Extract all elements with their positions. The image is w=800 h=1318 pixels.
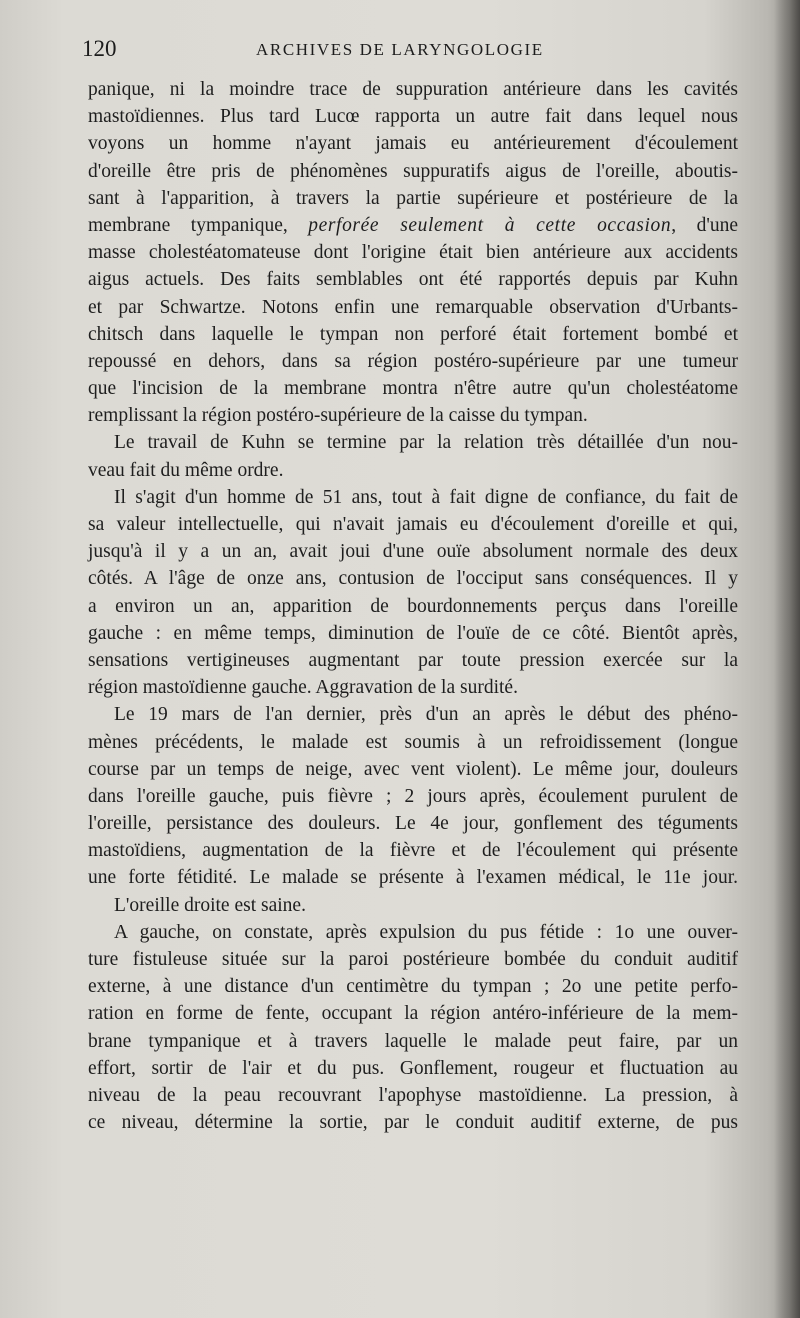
text-line <box>88 212 738 239</box>
text-line: d'oreille être pris de phénomènes suppuratifs aigus de l'oreille, aboutis- <box>88 160 738 182</box>
text-line: ration en forme de fente, occupant la région antéro-inférieure de la mem- <box>88 1003 738 1025</box>
text-line: Le 19 mars de l'an dernier, près d'un an après le début des phéno- <box>114 704 738 726</box>
book-gutter-shadow <box>774 0 800 1318</box>
text-line: région mastoïdienne gauche. Aggravation de la surdité. <box>88 677 518 699</box>
text-line: jusqu'à il y a un an, avait joui d'une ouïe absolument normale des deux <box>88 541 738 563</box>
text-line: sa valeur intellectuelle, qui n'avait jamais eu d'écoulement d'oreille et qui, <box>88 514 738 535</box>
text-line: remplissant la région postéro-supérieure de la caisse du tympan. <box>88 405 588 427</box>
italic-phrase: perforée seulement à cette occasion <box>308 214 672 236</box>
text-line: une forte fétidité. Le malade se présente à l'examen médical, le 11e jour. <box>88 867 738 889</box>
text-line: masse cholestéatomateuse dont l'origine était bien antérieure aux accidents <box>88 242 738 264</box>
text-line: et par Schwartze. Notons enfin une remarquable observation d'Urbants- <box>88 296 738 318</box>
text-line: côtés. A l'âge de onze ans, contusion de l'occiput sans conséquences. Il y <box>88 568 738 590</box>
text-line: sensations vertigineuses augmentant par toute pression exercée sur la <box>88 649 738 671</box>
text-line: sant à l'apparition, à travers la partie supérieure et postérieure de la <box>88 187 738 209</box>
text-line: aigus actuels. Des faits semblables ont été rapportés depuis par Kuhn <box>88 269 738 291</box>
text-line: veau fait du même ordre. <box>88 459 284 481</box>
text-line: brane tympanique et à travers laquelle le malade peut faire, par un <box>88 1030 738 1052</box>
text-line: a environ un an, apparition de bourdonnements perçus dans l'oreille <box>88 595 738 617</box>
text-line: Le travail de Kuhn se termine par la relation très détaillée d'un nou- <box>114 432 738 454</box>
text-line: l'oreille, persistance des douleurs. Le 4e jour, gonflement des téguments <box>88 813 738 835</box>
text-line: niveau de la peau recouvrant l'apophyse mastoïdienne. La pression, à <box>88 1084 738 1106</box>
text-line: mastoïdiens, augmentation de la fièvre et de l'écoulement qui présente <box>88 840 738 862</box>
text-line: ce niveau, détermine la sortie, par le conduit auditif externe, de pus <box>88 1112 738 1134</box>
text-line: mènes précédents, le malade est soumis à un refroidissement (longue <box>88 731 738 753</box>
text-line: voyons un homme n'ayant jamais eu antérieurement d'écoulement <box>88 133 738 155</box>
text-line: chitsch dans laquelle le tympan non perforé était fortement bombé et <box>88 323 738 345</box>
text-line: dans l'oreille gauche, puis fièvre ; 2 jours après, écoulement purulent de <box>88 785 738 807</box>
text-segment: , d'une <box>671 214 739 236</box>
text-line: panique, ni la moindre trace de suppuration antérieure dans les cavités <box>88 79 738 100</box>
text-line: L'oreille droite est saine. <box>114 894 306 916</box>
text-line: externe, à une distance d'un centimètre du tympan ; 2o une petite perfo- <box>88 976 738 998</box>
text-line: gauche : en même temps, diminution de l'ouïe de ce côté. Bientôt après, <box>88 622 738 644</box>
text-line: ture fistuleuse située sur la paroi postérieure bombée du conduit auditif <box>88 949 738 970</box>
text-line: course par un temps de neige, avec vent violent). Le même jour, douleurs <box>88 758 738 780</box>
text-segment: membrane tympanique, <box>88 214 309 236</box>
text-line: mastoïdiennes. Plus tard Lucœ rapporta un autre fait dans lequel nous <box>88 106 738 128</box>
text-line: que l'incision de la membrane montra n'être autre qu'un cholestéatome <box>88 378 738 400</box>
text-line: A gauche, on constate, après expulsion du pus fétide : 1o une ouver- <box>114 921 738 943</box>
text-line: effort, sortir de l'air et du pus. Gonflement, rougeur et fluctuation au <box>88 1057 738 1079</box>
page-number: 120 <box>82 36 117 61</box>
text-line: Il s'agit d'un homme de 51 ans, tout à fait digne de confiance, du fait de <box>114 486 738 508</box>
body-text <box>88 76 738 1136</box>
text-line: repoussé en dehors, dans sa région postéro-supérieure par une tumeur <box>88 350 738 372</box>
running-header <box>82 36 742 76</box>
running-title: ARCHIVES DE LARYNGOLOGIE <box>256 40 544 59</box>
